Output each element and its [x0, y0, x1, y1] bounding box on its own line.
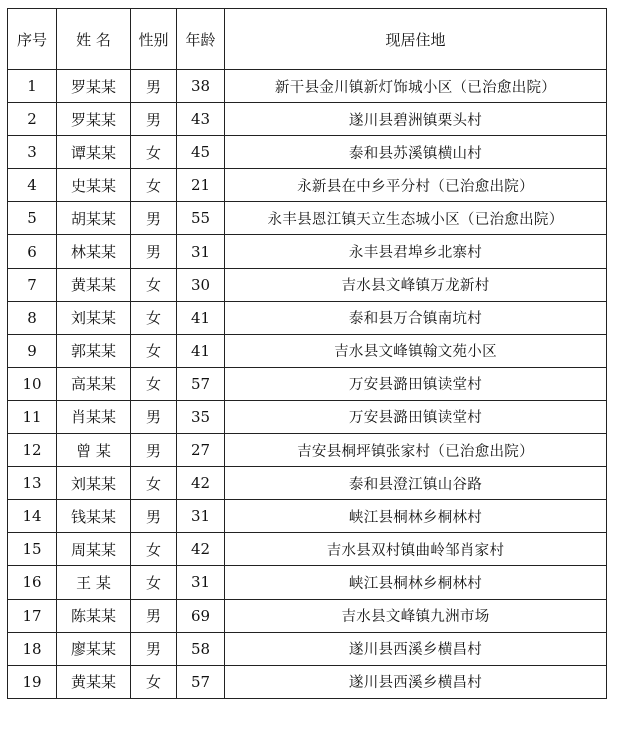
cell-name: 黄某某 — [57, 665, 131, 698]
cell-age: 55 — [177, 202, 225, 235]
cell-age: 45 — [177, 136, 225, 169]
table-row — [8, 334, 607, 367]
cell-serial: 4 — [8, 169, 57, 202]
cell-serial: 1 — [8, 70, 57, 103]
cell-age: 41 — [177, 334, 225, 367]
cell-name: 谭某某 — [57, 136, 131, 169]
cell-name: 刘某某 — [57, 301, 131, 334]
cell-name: 钱某某 — [57, 500, 131, 533]
cell-gender: 女 — [131, 301, 177, 334]
header-serial: 序号 — [8, 9, 57, 70]
cell-address: 永丰县恩江镇天立生态城小区（已治愈出院） — [225, 202, 607, 235]
cell-gender: 女 — [131, 665, 177, 698]
cell-age: 43 — [177, 103, 225, 136]
cell-serial: 14 — [8, 500, 57, 533]
cell-name: 史某某 — [57, 169, 131, 202]
cell-serial: 5 — [8, 202, 57, 235]
cell-address: 吉安县桐坪镇张家村（已治愈出院） — [225, 434, 607, 467]
cell-name: 罗某某 — [57, 70, 131, 103]
table-row — [8, 235, 607, 268]
header-row — [8, 9, 607, 70]
cell-serial: 10 — [8, 367, 57, 400]
cell-age: 57 — [177, 665, 225, 698]
cell-name: 郭某某 — [57, 334, 131, 367]
cell-gender: 女 — [131, 566, 177, 599]
cell-serial: 13 — [8, 467, 57, 500]
header-age: 年龄 — [177, 9, 225, 70]
cell-age: 69 — [177, 599, 225, 632]
table-body — [8, 70, 607, 699]
cell-name: 周某某 — [57, 533, 131, 566]
cell-name: 王 某 — [57, 566, 131, 599]
table-row — [8, 202, 607, 235]
table-row — [8, 70, 607, 103]
cell-serial: 18 — [8, 632, 57, 665]
table-header — [8, 9, 607, 70]
cell-serial: 2 — [8, 103, 57, 136]
cell-gender: 男 — [131, 202, 177, 235]
header-name: 姓 名 — [57, 9, 131, 70]
cell-age: 21 — [177, 169, 225, 202]
cell-serial: 16 — [8, 566, 57, 599]
cell-address: 万安县潞田镇读堂村 — [225, 400, 607, 433]
cell-address: 吉水县双村镇曲岭邹肖家村 — [225, 533, 607, 566]
cell-gender: 女 — [131, 136, 177, 169]
table-row — [8, 566, 607, 599]
cell-address: 新干县金川镇新灯饰城小区（已治愈出院） — [225, 70, 607, 103]
cell-age: 31 — [177, 500, 225, 533]
cell-address: 永新县在中乡平分村（已治愈出院） — [225, 169, 607, 202]
cell-name: 林某某 — [57, 235, 131, 268]
cell-age: 42 — [177, 533, 225, 566]
cell-address: 永丰县君埠乡北寨村 — [225, 235, 607, 268]
cell-address: 吉水县文峰镇翰文苑小区 — [225, 334, 607, 367]
cell-gender: 男 — [131, 400, 177, 433]
table-row — [8, 533, 607, 566]
cell-address: 遂川县西溪乡横昌村 — [225, 665, 607, 698]
table-row — [8, 632, 607, 665]
cell-name: 陈某某 — [57, 599, 131, 632]
cell-age: 35 — [177, 400, 225, 433]
cell-address: 泰和县澄江镇山谷路 — [225, 467, 607, 500]
table-row — [8, 136, 607, 169]
cell-serial: 12 — [8, 434, 57, 467]
cell-gender: 男 — [131, 103, 177, 136]
cell-gender: 女 — [131, 533, 177, 566]
cell-serial: 3 — [8, 136, 57, 169]
table-row — [8, 665, 607, 698]
table-row — [8, 367, 607, 400]
cell-gender: 男 — [131, 500, 177, 533]
table-row — [8, 301, 607, 334]
cell-name: 廖某某 — [57, 632, 131, 665]
cell-age: 42 — [177, 467, 225, 500]
cell-gender: 女 — [131, 169, 177, 202]
cell-name: 刘某某 — [57, 467, 131, 500]
cell-address: 万安县潞田镇读堂村 — [225, 367, 607, 400]
cell-address: 遂川县西溪乡横昌村 — [225, 632, 607, 665]
header-gender: 性别 — [131, 9, 177, 70]
cell-name: 肖某某 — [57, 400, 131, 433]
cell-address: 泰和县万合镇南坑村 — [225, 301, 607, 334]
table-row — [8, 268, 607, 301]
cell-address: 峡江县桐林乡桐林村 — [225, 566, 607, 599]
table-row — [8, 103, 607, 136]
cell-gender: 男 — [131, 235, 177, 268]
cell-address: 泰和县苏溪镇横山村 — [225, 136, 607, 169]
cell-gender: 男 — [131, 434, 177, 467]
header-address: 现居住地 — [225, 9, 607, 70]
table-row — [8, 169, 607, 202]
cell-serial: 8 — [8, 301, 57, 334]
cell-name: 胡某某 — [57, 202, 131, 235]
table-row — [8, 467, 607, 500]
cell-gender: 男 — [131, 599, 177, 632]
cell-serial: 6 — [8, 235, 57, 268]
cell-address: 吉水县文峰镇九洲市场 — [225, 599, 607, 632]
cell-gender: 男 — [131, 632, 177, 665]
cell-serial: 19 — [8, 665, 57, 698]
cell-address: 峡江县桐林乡桐林村 — [225, 500, 607, 533]
cell-name: 黄某某 — [57, 268, 131, 301]
cell-age: 41 — [177, 301, 225, 334]
table-row — [8, 500, 607, 533]
cell-serial: 11 — [8, 400, 57, 433]
cell-gender: 女 — [131, 334, 177, 367]
cell-gender: 女 — [131, 268, 177, 301]
cell-serial: 17 — [8, 599, 57, 632]
cell-age: 31 — [177, 566, 225, 599]
cell-address: 遂川县碧洲镇栗头村 — [225, 103, 607, 136]
cell-name: 罗某某 — [57, 103, 131, 136]
cell-age: 57 — [177, 367, 225, 400]
cell-age: 31 — [177, 235, 225, 268]
cell-name: 高某某 — [57, 367, 131, 400]
cell-serial: 9 — [8, 334, 57, 367]
cell-age: 30 — [177, 268, 225, 301]
cell-gender: 女 — [131, 467, 177, 500]
cell-age: 58 — [177, 632, 225, 665]
table-row — [8, 434, 607, 467]
cell-age: 38 — [177, 70, 225, 103]
table-row — [8, 599, 607, 632]
cell-age: 27 — [177, 434, 225, 467]
cell-address: 吉水县文峰镇万龙新村 — [225, 268, 607, 301]
cell-name: 曾 某 — [57, 434, 131, 467]
cell-serial: 7 — [8, 268, 57, 301]
table-row — [8, 400, 607, 433]
case-table — [7, 8, 607, 699]
cell-gender: 女 — [131, 367, 177, 400]
cell-gender: 男 — [131, 70, 177, 103]
cell-serial: 15 — [8, 533, 57, 566]
